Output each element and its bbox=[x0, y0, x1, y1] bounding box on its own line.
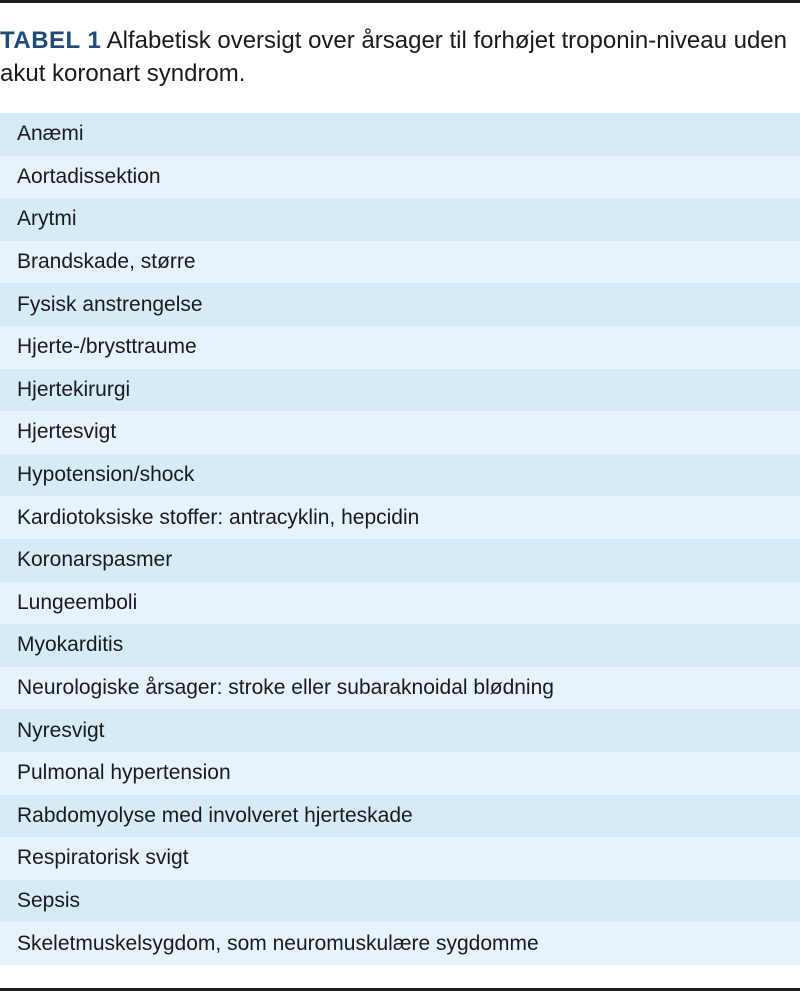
table-row: Nyresvigt bbox=[0, 709, 800, 752]
table-row: Pulmonal hypertension bbox=[0, 752, 800, 795]
table-row: Hjertekirurgi bbox=[0, 369, 800, 412]
table-row: Hjerte-/brysttraume bbox=[0, 326, 800, 369]
table-row: Aortadissektion bbox=[0, 156, 800, 199]
table-row: Hjertesvigt bbox=[0, 411, 800, 454]
table-row: Neurologiske årsager: stroke eller subaraknoidal blødning bbox=[0, 667, 800, 710]
table-row: Respiratorisk svigt bbox=[0, 837, 800, 880]
table-row: Fysisk anstrengelse bbox=[0, 283, 800, 326]
table-row: Kardiotoksiske stoffer: antracyklin, hepcidin bbox=[0, 496, 800, 539]
table-caption bbox=[0, 24, 790, 90]
table-row: Anæmi bbox=[0, 113, 800, 156]
table-caption-text: Alfabetisk oversigt over årsager til forhøjet troponin-niveau uden akut koronart syndrom. bbox=[0, 27, 787, 87]
table-row: Rabdomyolyse med involveret hjerteskade bbox=[0, 795, 800, 838]
top-rule bbox=[0, 0, 800, 3]
table-row: Hypotension/shock bbox=[0, 454, 800, 497]
table-row: Sepsis bbox=[0, 880, 800, 923]
table-row: Skeletmuskelsygdom, som neuromuskulære sygdomme bbox=[0, 922, 800, 965]
table-row: Arytmi bbox=[0, 198, 800, 241]
table-row: Myokarditis bbox=[0, 624, 800, 667]
table-row: Lungeemboli bbox=[0, 582, 800, 625]
table-label: TABEL 1 bbox=[0, 27, 102, 54]
causes-table bbox=[0, 113, 800, 965]
bottom-rule bbox=[0, 988, 800, 991]
table-row: Brandskade, større bbox=[0, 241, 800, 284]
table-row: Koronarspasmer bbox=[0, 539, 800, 582]
